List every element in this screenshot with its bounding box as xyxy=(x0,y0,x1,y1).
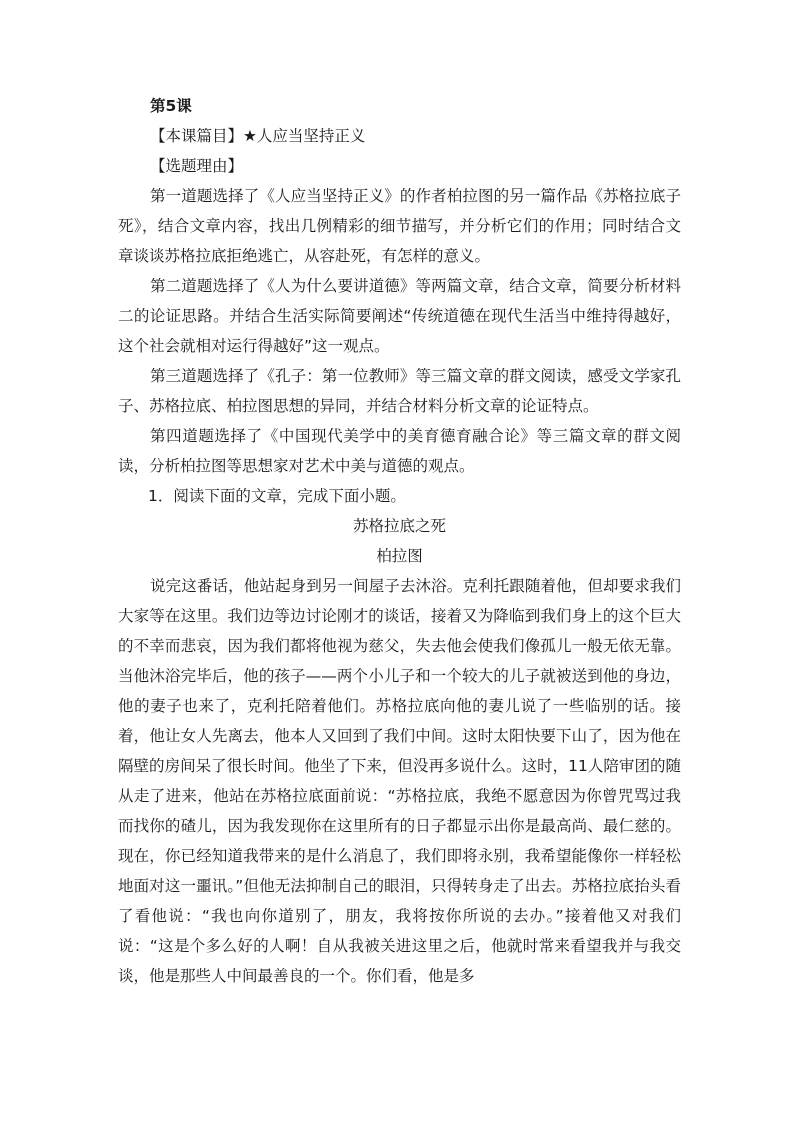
reason-paragraph-1: 第一道题选择了《人应当坚持正义》的作者柏拉图的另一篇作品《苏格拉底子死》，结合文章内容，找出几例精彩的细节描写，并分析它们的作用；同时结合文章谈谈苏格拉底拒绝逃亡，从容赴死，有怎样的意义。 xyxy=(118,187,681,265)
reason-paragraph-3: 第三道题选择了《孔子：第一位教师》等三篇文章的群文阅读，感受文学家孔子、苏格拉底、柏拉图思想的异同，并结合材料分析文章的论证特点。 xyxy=(118,367,681,415)
article-body: 说完这番话，他站起身到另一间屋子去沐浴。克利托跟随着他，但却要求我们大家等在这里。我们边等边讨论刚才的谈话，接着又为降临到我们身上的这个巨大的不幸而悲哀，因为我们都将他视为慈父，失去他会使我们像孤儿一般无依无靠。当他沐浴完毕后，他的孩子——两个小儿子和一个较大的儿子就被送到他的身边，他的妻子也来了，克利托陪着他们。苏格拉底向他的妻儿说了一些临别的话。接着，他让女人先离去，他本人又回到了我们中间。这时太阳快要下山了，因为他在隔壁的房间呆了很长时间。他坐了下来，但没再多说什么。这时，11人陪审团的随从走了进来，他站在苏格拉底面前说：“苏格拉底，我绝不愿意因为你曾咒骂过我而找你的碴儿，因为我发现你在这里所有的日子都显示出你是最高尚、最仁慈的。现在，你已经知道我带来的是什么消息了，我们即将永别，我希望能像你一样轻松地面对这一噩讯。”但他无法抑制自己的眼泪，只得转身走了出去。苏格拉底抬头看了看他说：“我也向你道别了，朋友，我将按你所说的去办。”接着他又对我们说：“这是个多么好的人啊！自从我被关进这里之后，他就时常来看望我并与我交谈，他是那些人中间最善良的一个。你们看，他是多 xyxy=(118,577,681,985)
reason-paragraph-4: 第四道题选择了《中国现代美学中的美育德育融合论》等三篇文章的群文阅读，分析柏拉图等思想家对艺术中美与道德的观点。 xyxy=(118,427,681,475)
reason-paragraph-2: 第二道题选择了《人为什么要讲道德》等两篇文章，结合文章，简要分析材料二的论证思路。并结合生活实际简要阐述“传统道德在现代生活当中维持得越好，这个社会就相对运行得越好”这一观点。 xyxy=(118,277,681,355)
lesson-number: 第5课 xyxy=(150,97,192,115)
article-author: 柏拉图 xyxy=(376,547,423,565)
document-content xyxy=(118,91,681,991)
lesson-title: 【本课篇目】★人应当坚持正义 xyxy=(150,127,366,145)
article-title: 苏格拉底之死 xyxy=(352,517,446,535)
question-prompt: 1．阅读下面的文章，完成下面小题。 xyxy=(148,487,406,505)
reason-label: 【选题理由】 xyxy=(150,157,244,175)
